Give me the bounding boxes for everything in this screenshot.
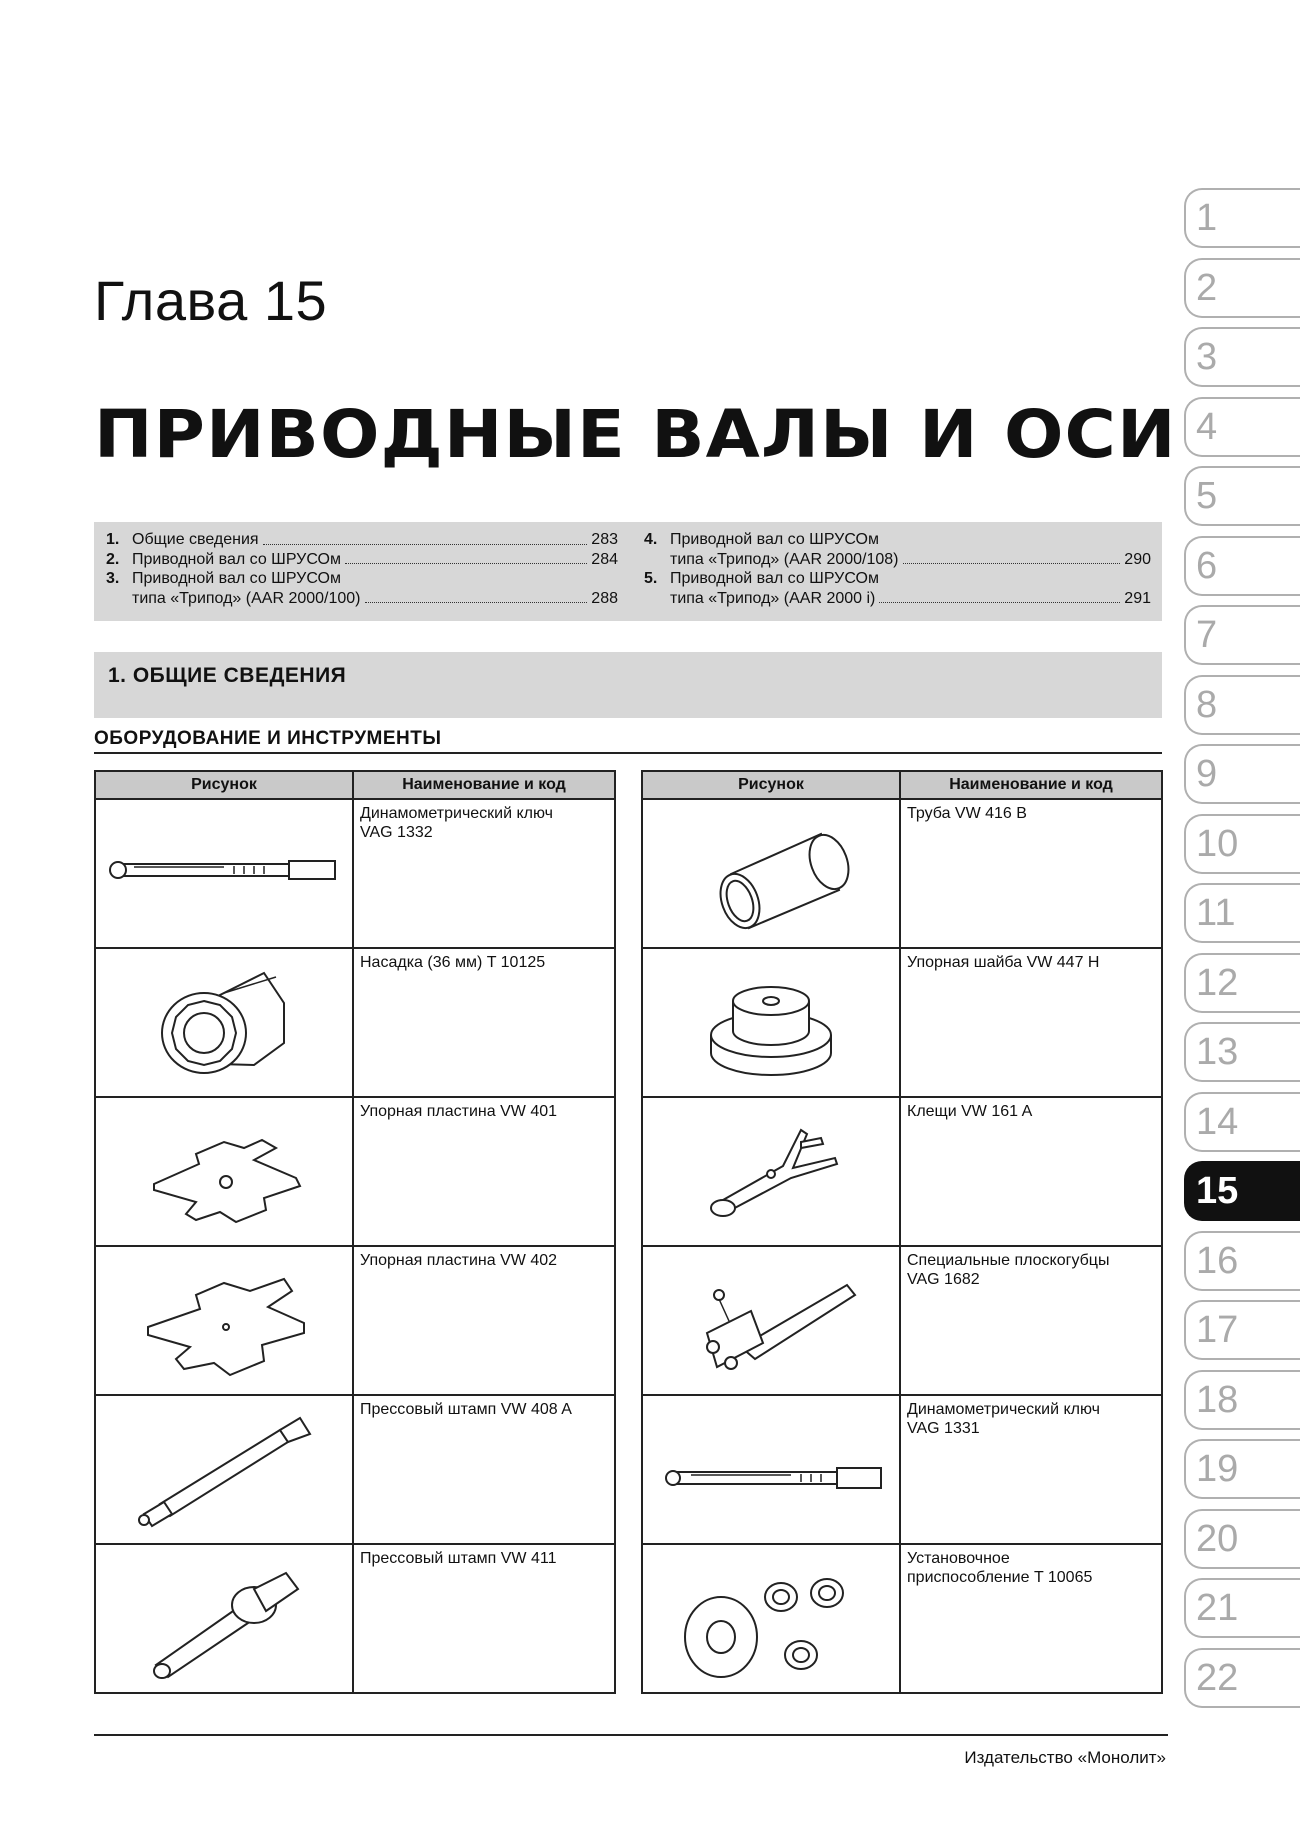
chapter-tab-7[interactable]: 7 [1184,605,1300,665]
chapter-tabs [1184,188,1300,1717]
equipment-heading: ОБОРУДОВАНИЕ И ИНСТРУМЕНТЫ [94,728,442,749]
toc-column-right [644,530,1151,608]
footer-divider [94,1734,1168,1736]
table-row [643,1098,1161,1247]
chapter-tab-19[interactable]: 19 [1184,1439,1300,1499]
header-picture: Рисунок [96,772,354,798]
chapter-tab-22[interactable]: 22 [1184,1648,1300,1708]
toc-number: 2. [106,550,120,568]
toc-text: Приводной вал со ШРУСОм [132,570,341,587]
table-row [96,1396,614,1545]
toc-text: Приводной вал со ШРУСОм [670,570,879,587]
tools-table-right [641,770,1163,1694]
toc-page: 291 [1124,589,1151,607]
chapter-tab-21[interactable]: 21 [1184,1578,1300,1638]
table-row [96,800,614,949]
tool-name: Насадка (36 мм) T 10125 [360,954,546,971]
toc-page: 288 [591,589,618,607]
tool-name: Упорная пластина VW 401 [360,1103,558,1120]
section-title: 1. ОБЩИЕ СВЕДЕНИЯ [108,664,347,687]
toc-column-left [106,530,618,608]
toc-text: типа «Трипод» (AAR 2000/108) [670,550,899,568]
toc-text: Общие сведения [132,531,259,548]
torque-wrench-icon [104,804,344,944]
press-die-icon [104,1549,344,1689]
toc-number: 1. [106,531,120,548]
toc-page: 284 [591,550,618,568]
toc-item-1[interactable] [106,530,618,550]
table-row [643,949,1161,1098]
table-row [96,949,614,1098]
publisher-footer: Издательство «Монолит» [964,1748,1166,1767]
toc-page: 283 [591,531,618,548]
chapter-title: ПРИВОДНЫЕ ВАЛЫ И ОСИ [94,396,1177,473]
toc-text: Приводной вал со ШРУСОм [132,550,341,568]
header-name: Наименование и код [402,776,566,793]
toc-text: типа «Трипод» (AAR 2000 i) [670,589,876,607]
toc-item-5[interactable] [644,569,1151,608]
toc-number: 5. [644,570,658,587]
toc-number: 4. [644,531,658,548]
tool-name: Упорная шайба VW 447 H [907,954,1100,971]
chapter-tab-8[interactable]: 8 [1184,675,1300,735]
table-header [96,772,614,800]
table-row [643,1396,1161,1545]
chapter-tab-3[interactable]: 3 [1184,327,1300,387]
table-row [643,1247,1161,1396]
chapter-tab-15-active[interactable]: 15 [1184,1161,1300,1221]
chapter-tab-18[interactable]: 18 [1184,1370,1300,1430]
toc-text: Приводной вал со ШРУСОм [670,531,879,548]
pliers-icon [651,1102,891,1242]
press-die-icon [104,1400,344,1540]
chapter-tab-10[interactable]: 10 [1184,814,1300,874]
special-pliers-icon [651,1251,891,1391]
table-row [643,800,1161,949]
tool-name: Прессовый штамп VW 411 [360,1550,557,1567]
chapter-tab-20[interactable]: 20 [1184,1509,1300,1569]
chapter-tab-13[interactable]: 13 [1184,1022,1300,1082]
tube-icon [651,804,891,944]
chapter-tab-2[interactable]: 2 [1184,258,1300,318]
toc-item-4[interactable] [644,530,1151,569]
table-row [96,1098,614,1247]
table-row [96,1247,614,1396]
chapter-tab-9[interactable]: 9 [1184,744,1300,804]
chapter-tab-4[interactable]: 4 [1184,397,1300,457]
tool-name: Динамометрический ключ VAG 1331 [907,1401,1100,1437]
tool-name: Специальные плоскогубцы VAG 1682 [907,1252,1110,1288]
tool-name: Динамометрический ключ VAG 1332 [360,805,553,841]
thrust-washer-icon [651,953,891,1093]
chapter-tab-6[interactable]: 6 [1184,536,1300,596]
chapter-tab-1[interactable]: 1 [1184,188,1300,248]
chapter-label: Глава 15 [94,269,328,332]
tool-name: Труба VW 416 B [907,805,1027,822]
table-header [643,772,1161,800]
torque-wrench-icon [651,1400,891,1540]
table-row [643,1545,1161,1692]
toc-item-3[interactable] [106,569,618,608]
header-name: Наименование и код [949,776,1113,793]
chapter-tab-12[interactable]: 12 [1184,953,1300,1013]
chapter-tab-5[interactable]: 5 [1184,466,1300,526]
chapter-tab-16[interactable]: 16 [1184,1231,1300,1291]
table-of-contents [94,522,1162,621]
tool-name: Установочное приспособление T 10065 [907,1550,1093,1586]
tools-table-left [94,770,616,1694]
chapter-tab-17[interactable]: 17 [1184,1300,1300,1360]
chapter-tab-11[interactable]: 11 [1184,883,1300,943]
chapter-tab-14[interactable]: 14 [1184,1092,1300,1152]
tool-name: Клещи VW 161 A [907,1103,1033,1120]
toc-item-2[interactable] [106,550,618,570]
thrust-plate-icon [104,1102,344,1242]
header-picture: Рисунок [643,772,901,798]
socket-icon [104,953,344,1093]
toc-page: 290 [1124,550,1151,568]
toc-text: типа «Трипод» (AAR 2000/100) [132,589,361,607]
toc-number: 3. [106,570,120,587]
section-header-bar [94,652,1162,718]
heading-divider [94,752,1162,754]
tool-name: Упорная пластина VW 402 [360,1252,558,1269]
tool-name: Прессовый штамп VW 408 A [360,1401,572,1418]
thrust-plate-icon [104,1251,344,1391]
table-row [96,1545,614,1692]
setting-tool-icon [651,1549,891,1689]
